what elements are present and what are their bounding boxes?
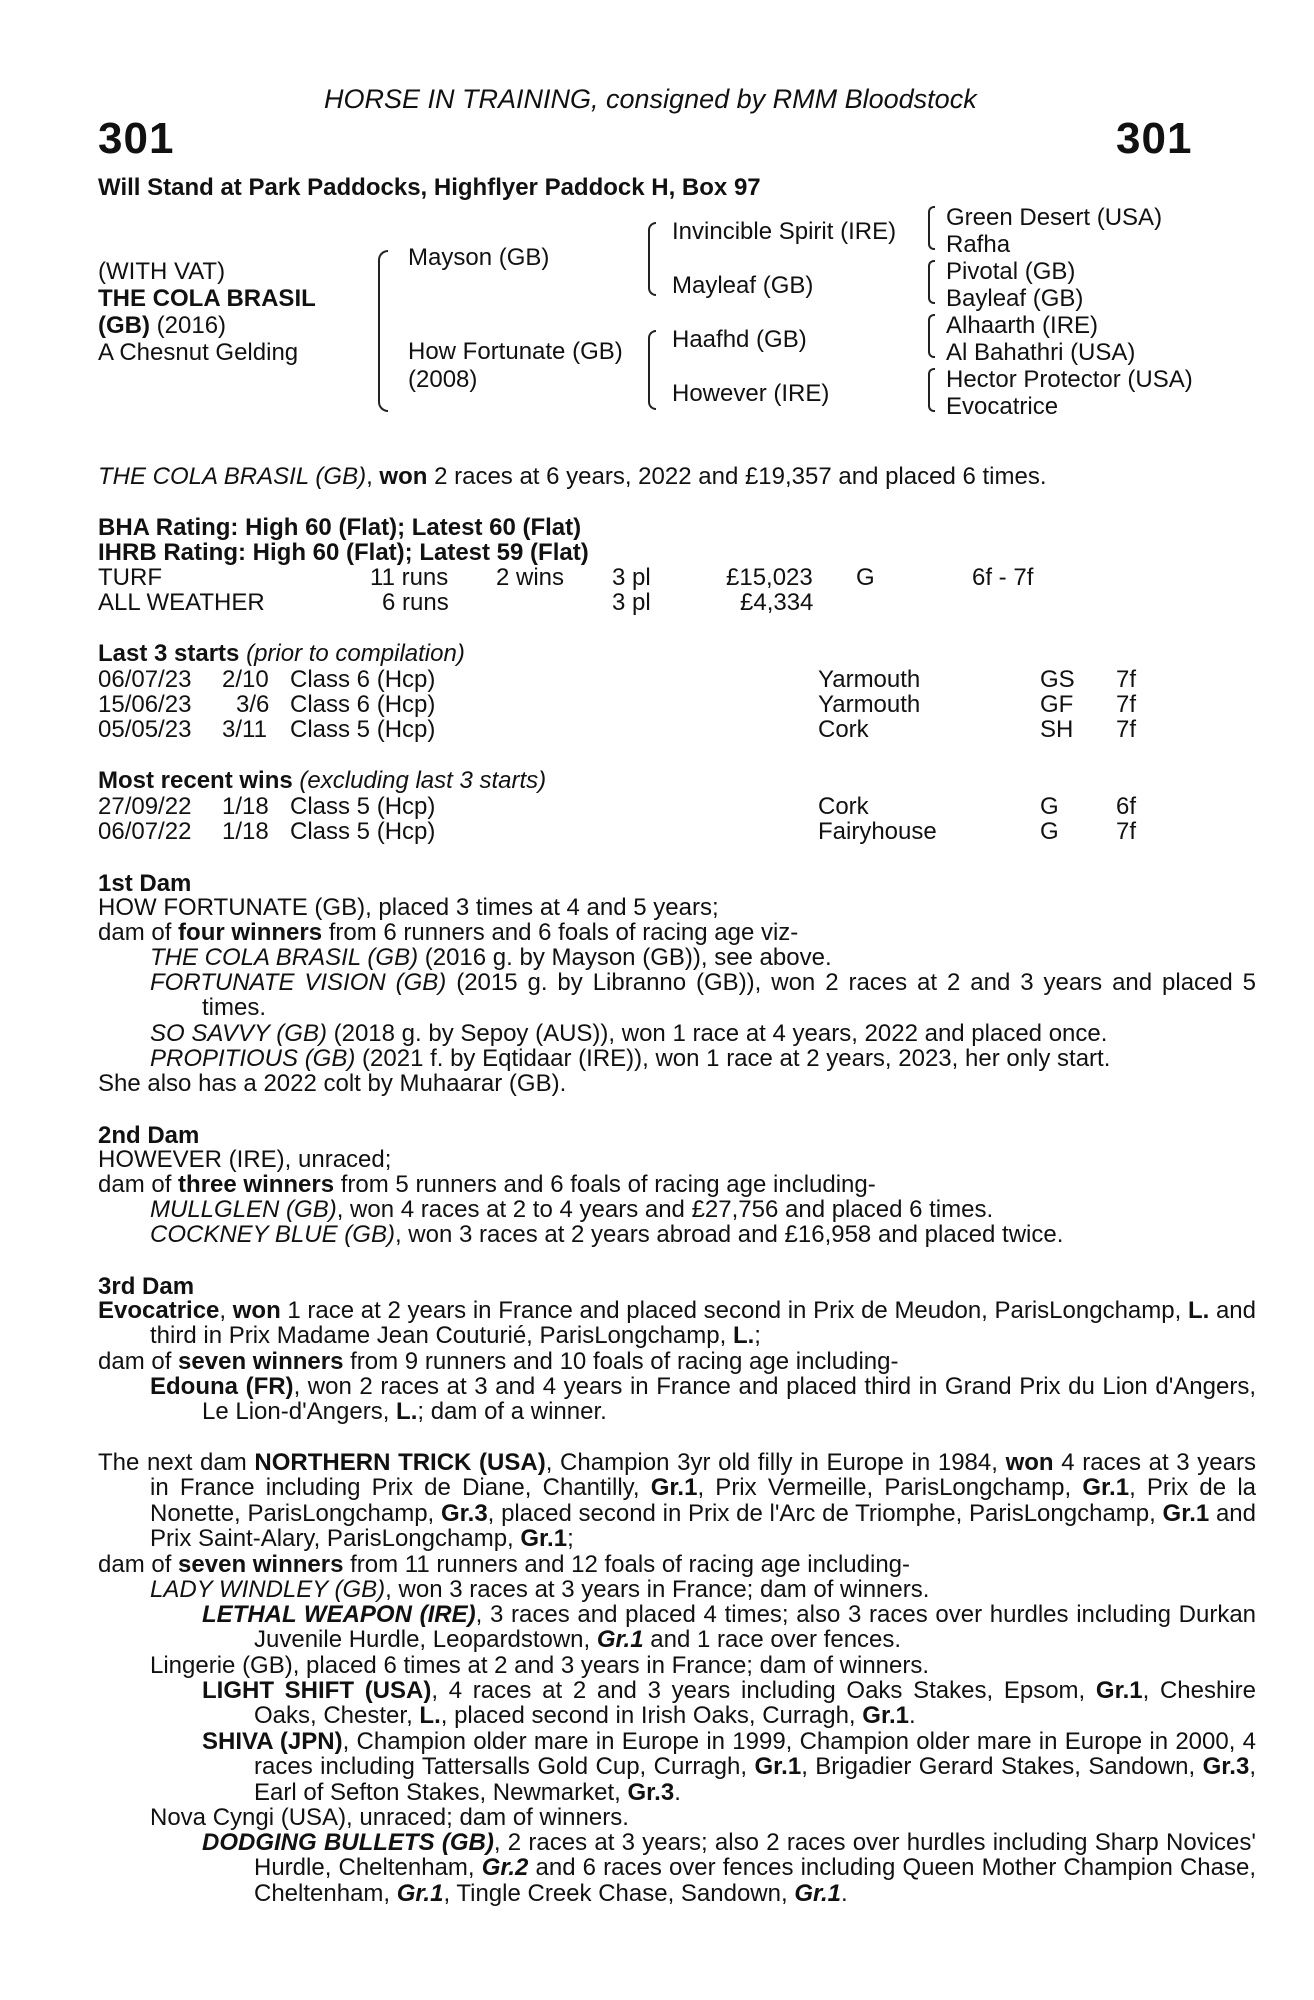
pedigree-brace-main	[378, 250, 388, 412]
vat-label: (WITH VAT)	[98, 258, 226, 285]
horse-country: (GB)	[98, 312, 150, 339]
win-row-pos: 1/18	[222, 793, 269, 820]
start-row-going: SH	[1040, 716, 1074, 743]
surface-turf-placed: 3 pl	[612, 564, 651, 591]
dam1-progeny-4: PROPITIOUS (GB) (2021 f. by Eqtidaar (IRE)), won 1 race at 2 years, 2023, her only start.	[150, 1045, 1111, 1072]
next-dam-shiva: SHIVA (JPN), Champion older mare in Europe in 1999, Champion older mare in Europe in 2000, 4 races including Tattersalls Gold Cup, Curragh, Gr.1, Brigadier Gerard Stakes, Sandown, Gr.3, Earl of Sefton Stakes, Newmarket, Gr.3.	[202, 1728, 1256, 1806]
dam2-progeny-1: MULLGLEN (GB), won 4 races at 2 to 4 years and £27,756 and placed 6 times.	[150, 1196, 994, 1223]
dam2-line2: dam of three winners from 5 runners and 6 foals of racing age including-	[98, 1171, 876, 1198]
dam1-progeny-3: SO SAVVY (GB) (2018 g. by Sepoy (AUS)), won 1 race at 4 years, 2022 and placed once.	[150, 1020, 1108, 1047]
start-row-course: Yarmouth	[818, 691, 921, 718]
start-row-date: 06/07/23	[98, 666, 192, 693]
last3-heading: Last 3 starts (prior to compilation)	[98, 640, 465, 667]
pedigree-g3-4: Bayleaf (GB)	[946, 285, 1084, 312]
start-row-date: 15/06/23	[98, 691, 192, 718]
dam1-progeny-2: FORTUNATE VISION (GB) (2015 g. by Libranno (GB)), won 2 races at 2 and 3 years and placed 5 times.	[150, 969, 1257, 1022]
surface-aw-prize: £4,334	[740, 589, 814, 616]
pedigree-dam-year: (2008)	[408, 366, 478, 393]
start-row-date: 05/05/23	[98, 716, 192, 743]
pedigree-g3-6: Al Bahathri (USA)	[946, 339, 1136, 366]
bha-rating: BHA Rating: High 60 (Flat); Latest 60 (Flat)	[98, 514, 582, 541]
surface-aw-runs: 6 runs	[382, 589, 449, 616]
next-dam-light-shift: LIGHT SHIFT (USA), 4 races at 2 and 3 years including Oaks Stakes, Epsom, Gr.1, Cheshire Oaks, Chester, L., placed second in Irish Oaks, Curragh, Gr.1.	[202, 1677, 1257, 1730]
recent-wins-heading: Most recent wins (excluding last 3 starts)	[98, 767, 547, 794]
start-row-course: Yarmouth	[818, 666, 921, 693]
start-row-dist: 7f	[1116, 691, 1137, 718]
start-row-class: Class 6 (Hcp)	[290, 691, 436, 718]
pedigree-g3-5: Alhaarth (IRE)	[946, 312, 1099, 339]
dam3-evocatrice: Evocatrice, won 1 race at 2 years in France and placed second in Prix de Meudon, ParisLongchamp, L. and third in Prix Madame Jean Couturié, ParisLongchamp, L.;	[98, 1297, 1256, 1350]
pedigree-g3-3: Pivotal (GB)	[946, 258, 1076, 285]
dam3-dam-of: dam of seven winners from 9 runners and 10 foals of racing age including-	[98, 1348, 899, 1375]
start-row-going: GF	[1040, 691, 1074, 718]
dam1-line1: HOW FORTUNATE (GB), placed 3 times at 4 and 5 years;	[98, 894, 719, 921]
start-row-class: Class 6 (Hcp)	[290, 666, 436, 693]
pedigree-brace-g3-3	[928, 314, 935, 358]
pedigree-g3-7: Hector Protector (USA)	[946, 366, 1193, 393]
pedigree-dam-dam: However (IRE)	[672, 380, 830, 407]
dam2-progeny-2: COCKNEY BLUE (GB), won 3 races at 2 years abroad and £16,958 and placed twice.	[150, 1221, 1064, 1248]
win-row-course: Cork	[818, 793, 869, 820]
pedigree-brace-g3-1	[928, 206, 935, 250]
ihrb-rating: IHRB Rating: High 60 (Flat); Latest 59 (Flat)	[98, 539, 589, 566]
win-row-class: Class 5 (Hcp)	[290, 793, 436, 820]
next-dam-lethal-weapon: LETHAL WEAPON (IRE), 3 races and placed 4 times; also 3 races over hurdles including Durkan Juvenile Hurdle, Leopardstown, Gr.1 and 1 race over fences.	[202, 1601, 1257, 1654]
start-row-class: Class 5 (Hcp)	[290, 716, 436, 743]
next-dam-lingerie: Lingerie (GB), placed 6 times at 2 and 3 years in France; dam of winners.	[150, 1652, 930, 1679]
pedigree-brace-g3-4	[928, 368, 935, 412]
catalogue-header: HORSE IN TRAINING, consigned by RMM Bloodstock	[324, 84, 977, 114]
surface-turf-prize: £15,023	[726, 564, 813, 591]
stand-location: Will Stand at Park Paddocks, Highflyer Paddock H, Box 97	[98, 174, 761, 201]
pedigree-brace-g3-2	[928, 260, 935, 304]
horse-year: (2016)	[156, 312, 227, 339]
next-dam-nova-cyngi: Nova Cyngi (USA), unraced; dam of winners.	[150, 1804, 629, 1831]
win-row-class: Class 5 (Hcp)	[290, 818, 436, 845]
start-row-pos: 3/6	[236, 691, 270, 718]
start-row-dist: 7f	[1116, 666, 1137, 693]
pedigree-dam: How Fortunate (GB)	[408, 338, 623, 365]
dam2-heading: 2nd Dam	[98, 1122, 200, 1149]
horse-name: THE COLA BRASIL	[98, 285, 316, 312]
pedigree-g3-8: Evocatrice	[946, 393, 1059, 420]
horse-identity	[98, 258, 316, 366]
start-row-pos: 3/11	[222, 716, 267, 743]
start-row-course: Cork	[818, 716, 869, 743]
surface-turf-runs: 11 runs	[370, 564, 449, 591]
pedigree-sire-dam: Mayleaf (GB)	[672, 272, 814, 299]
pedigree-sire: Mayson (GB)	[408, 244, 550, 271]
win-row-dist: 7f	[1116, 818, 1137, 845]
win-row-course: Fairyhouse	[818, 818, 937, 845]
surface-turf-distance: 6f - 7f	[972, 564, 1034, 591]
surface-turf-wins: 2 wins	[496, 564, 565, 591]
dam3-heading: 3rd Dam	[98, 1273, 195, 1300]
lot-number-right: 301	[1116, 114, 1193, 163]
pedigree-g3-1: Green Desert (USA)	[946, 204, 1163, 231]
race-summary: THE COLA BRASIL (GB), won 2 races at 6 years, 2022 and £19,357 and placed 6 times.	[98, 463, 1047, 490]
next-dam-dodging-bullets: DODGING BULLETS (GB), 2 races at 3 years; also 2 races over hurdles including Sharp Novices' Hurdle, Cheltenham, Gr.2 and 6 races over fences including Queen Mother Champion Chase, Cheltenham, Gr.1, Tingle Creek Chase, Sandown, Gr.1.	[202, 1829, 1256, 1907]
dam3-edouna: Edouna (FR), won 2 races at 3 and 4 years in France and placed third in Grand Prix du Lion d'Angers, Le Lion-d'Angers, L.; dam of a winner.	[150, 1373, 1257, 1426]
pedigree-brace-sire	[648, 222, 656, 296]
win-row-date: 27/09/22	[98, 793, 192, 820]
win-row-pos: 1/18	[222, 818, 269, 845]
lot-number-left: 301	[98, 114, 175, 163]
next-dam-of: dam of seven winners from 11 runners and 12 foals of racing age including-	[98, 1551, 911, 1578]
dam2-line1: HOWEVER (IRE), unraced;	[98, 1146, 392, 1173]
pedigree-g3-2: Rafha	[946, 231, 1011, 258]
pedigree-sire-sire: Invincible Spirit (IRE)	[672, 218, 897, 245]
win-row-going: G	[1040, 793, 1059, 820]
pedigree-brace-dam	[648, 330, 656, 410]
win-row-going: G	[1040, 818, 1059, 845]
dam1-line2: dam of four winners from 6 runners and 6 foals of racing age viz-	[98, 919, 799, 946]
start-row-pos: 2/10	[222, 666, 269, 693]
surface-aw-label: ALL WEATHER	[98, 589, 265, 616]
win-row-date: 06/07/22	[98, 818, 192, 845]
start-row-going: GS	[1040, 666, 1075, 693]
horse-description: A Chesnut Gelding	[98, 339, 299, 366]
surface-turf-going: G	[856, 564, 875, 591]
next-dam-northern-trick: The next dam NORTHERN TRICK (USA), Champion 3yr old filly in Europe in 1984, won 4 races at 3 years in France including Prix de Diane, Chantilly, Gr.1, Prix Vermeille, ParisLongchamp, Gr.1, Prix de la Nonette, ParisLongchamp, Gr.3, placed second in Prix de l'Arc de Triomphe, ParisLongchamp, Gr.1 and Prix Saint-Alary, ParisLongchamp, Gr.1;	[98, 1449, 1257, 1553]
win-row-dist: 6f	[1116, 793, 1137, 820]
dam1-progeny-1: THE COLA BRASIL (GB) (2016 g. by Mayson (GB)), see above.	[150, 944, 832, 971]
surface-turf-label: TURF	[98, 564, 162, 591]
pedigree-dam-sire: Haafhd (GB)	[672, 326, 807, 353]
dam1-last: She also has a 2022 colt by Muhaarar (GB).	[98, 1070, 567, 1097]
surface-aw-placed: 3 pl	[612, 589, 651, 616]
start-row-dist: 7f	[1116, 716, 1137, 743]
dam1-heading: 1st Dam	[98, 870, 192, 897]
next-dam-lady-windley: LADY WINDLEY (GB), won 3 races at 3 years in France; dam of winners.	[150, 1576, 930, 1603]
